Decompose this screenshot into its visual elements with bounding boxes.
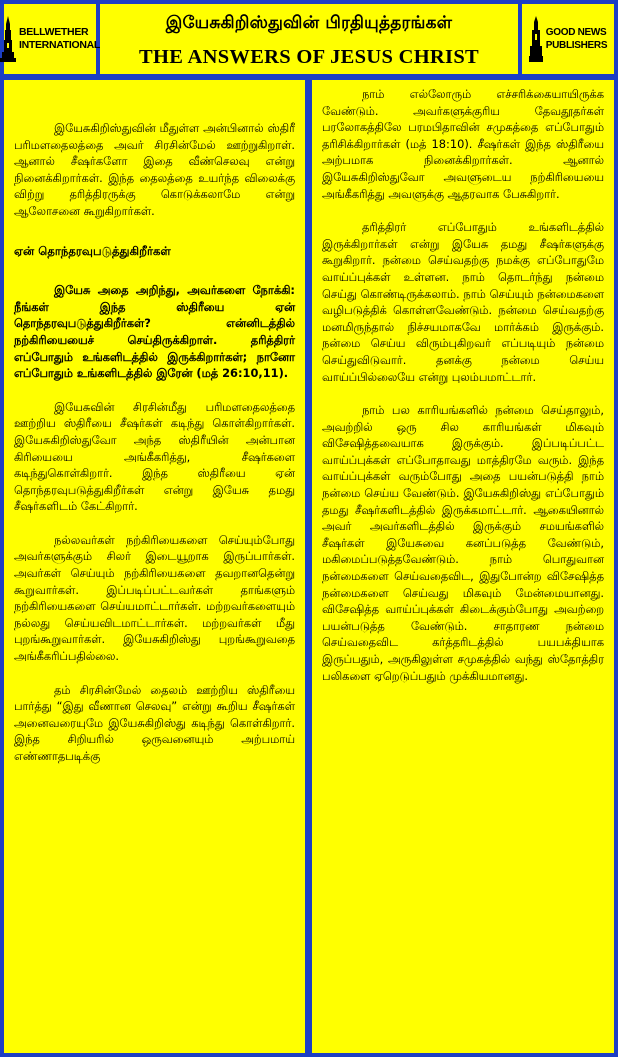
logo-left-line2: INTERNATIONAL: [18, 39, 101, 51]
good-news-building-icon: [529, 16, 543, 62]
title-tamil: இயேசுகிறிஸ்துவின் பிரதியுத்தரங்கள்: [165, 13, 453, 33]
left-paragraph-2: இயேசுவின் சிரசின்மீது பரிமளதைலத்தை ஊற்றிய ஸ்திரீயை சீஷர்கள் கடிந்து கொள்கிறார்கள். இயேசுகிறிஸ்துவோ அந்த ஸ்திரீயின் அன்பான கிரியையை அங்கீகரித்து, சீஷர்களை கடிந்துகொள்கிறார். இந்த ஸ்திரீயை ஏன் தொந்தரவுபடுத்துகிறீர்கள் என்று இயேசு தமது சீஷர்களிடம் கேட்கிறார்.: [14, 399, 295, 514]
bellwether-logo: [4, 4, 101, 74]
right-paragraph-1: நாம் எல்லோரும் எச்சரிக்கையாயிருக்க வேண்டும். அவர்களுக்குரிய தேவதூதர்கள் பரலோகத்திலே பரமபிதாவின் சமுகத்தை எப்போதும் தரிசிக்கிறார்கள் (மத் 18:10). சீஷர்கள் இந்த ஸ்திரீயை அற்பமாக நினைக்கிறார்கள். ஆனால் இயேசுகிறிஸ்துவோ அவளுடைய நற்கிரியையை அங்கீகரித்து அவளுக்கு ஆதரவாக பேசுகிறார்.: [322, 87, 604, 201]
left-paragraph-4: தம் சிரசின்மேல் தைலம் ஊற்றிய ஸ்திரீயை பார்த்து “இது வீணான செலவு” என்று கூறிய சீஷர்கள் அனைவரையுமே இயேசுகிறிஸ்து கடிந்து கொள்கிறார். இந்த சிறியரில் ஒருவனையும் அற்பமாய் எண்ணாதபடிக்கு: [14, 682, 295, 763]
scripture-quote: இயேசு அதை அறிந்து, அவர்களை நோக்கி: நீங்கள் இந்த ஸ்திரீயை ஏன் தொந்தரவுபடுத்துகிறீர்கள்? என்னிடத்தில் நற்கிரியையைச் செய்திருக்கிறாள். தரித்திரர் எப்போதும் உங்களிடத்தில் இருக்கிறார்கள்; நானோ எப்போதும் உங்களிடத்தில் இரேன் (மத் 26:10,11).: [14, 283, 295, 381]
title-english: THE ANSWERS OF JESUS CHRIST: [139, 46, 479, 68]
good-news-logo: [522, 4, 614, 74]
bellwether-tower-icon: [0, 16, 16, 62]
right-column: [312, 80, 614, 1053]
left-paragraph-1: இயேசுகிறிஸ்துவின் மீதுள்ள அன்பினால் ஸ்திரீ பரிமளதைலத்தை அவர் சிரசின்மேல் ஊற்றுகிறாள். ஆனால் சீஷர்களோ இதை வீண்செலவு என்று நினைக்கிறார்கள். இந்த தைலத்தை உயர்ந்த விலைக்கு விற்று தரித்திரருக்கு கொடுக்கலாமே என்று ஆலோசனை கூறுகிறார்கள்.: [14, 121, 295, 218]
right-paragraph-3: நாம் பல காரியங்களில் நன்மை செய்தாலும், அவற்றில் ஒரு சில காரியங்கள் மிகவும் விசேஷித்தவையாக இருக்கும். இப்படிப்பட்ட வாய்ப்புக்கள் எப்போதாவது மாத்திரமே வரும். இந்த வாய்ப்புக்கள் வரும்போது அதை பயன்படுத்தி நாம் நன்மை செய்ய வேண்டும். இயேசுகிறிஸ்து எப்போதும் தமது சீஷர்களிடத்தில் இருக்கமாட்டார். ஆகையினால் அவர் அவர்களிடத்தில் இருக்கும் சமயங்களில் சீஷர்கள் இயேசுவை கனப்படுத்த வேண்டும், மகிமைப்படுத்தவேண்டும். நாம் பொதுவான நன்மைகளை செய்வதைவிட, இதுபோன்ற விசேஷித்த நன்மைகளை செய்வது மிகவும் மேன்மையானது. விசேஷித்த வாய்ப்புக்கள் கிடைக்கும்போது அவற்றை பயன்படுத்த வேண்டும். சாதாரண நன்மை செய்வதைவிட கர்த்தரிடத்தில் பயபக்தியாக இருப்பதும், அருகிலுள்ள சமுகத்தில் வந்து ஸ்தோத்திர பலிகளை ஏறெடுப்பதும் முக்கியமானது.: [322, 403, 604, 683]
title-box: [100, 4, 518, 74]
section-heading: ஏன் தொந்தரவுபடுத்துகிறீர்கள்: [14, 243, 171, 258]
left-column: [4, 80, 305, 1053]
logo-left-line1: BELLWETHER: [18, 26, 89, 38]
right-paragraph-2: தரித்திரர் எப்போதும் உங்களிடத்தில் இருக்கிறார்கள் என்று இயேசு தமது சீஷர்களுக்கு கூறுகிறார். நன்மை செய்வதற்கு நமக்கு எப்போதுமே வாய்ப்புக்கள் உள்ளன. நாம் தொடர்ந்து நன்மை செய்து கொண்டிருக்கலாம். நாம் செய்யும் நன்மைகளை வழிபடுத்திக் கொள்ளவேண்டும். நன்மை செய்வதற்கு மனமிருந்தால் நிச்சயமாகவே மார்க்கம் இருக்கும். நன்மை செய்ய விரும்புகிறவர் எப்படியும் நன்மை செய்துவிடுவார். தனக்கு நன்மை செய்ய வாய்ப்பில்லையே என்று புலம்பமாட்டார்.: [322, 220, 604, 384]
left-paragraph-3: நல்லவர்கள் நற்கிரியைகளை செய்யும்போது அவர்களுக்கும் சிலர் இடையூறாக இருப்பார்கள். அவர்கள் செய்யும் நற்கிரியைகளை தவறானதென்று கூறுவார்கள். இப்படிப்பட்டவர்கள் தாங்களும் நற்கிரியைகளை செய்யமாட்டார்கள். மற்றவர்களையும் நல்லது செய்யவிடமாட்டார்கள். மற்றவர்கள் மீது புறங்கூறுவார்கள். இயேசுகிறிஸ்து புறங்கூறுவதை அங்கீகரிப்பதில்லை.: [14, 532, 295, 664]
logo-right-line2: PUBLISHERS: [545, 40, 608, 51]
logo-right-line1: GOOD NEWS: [545, 27, 607, 38]
